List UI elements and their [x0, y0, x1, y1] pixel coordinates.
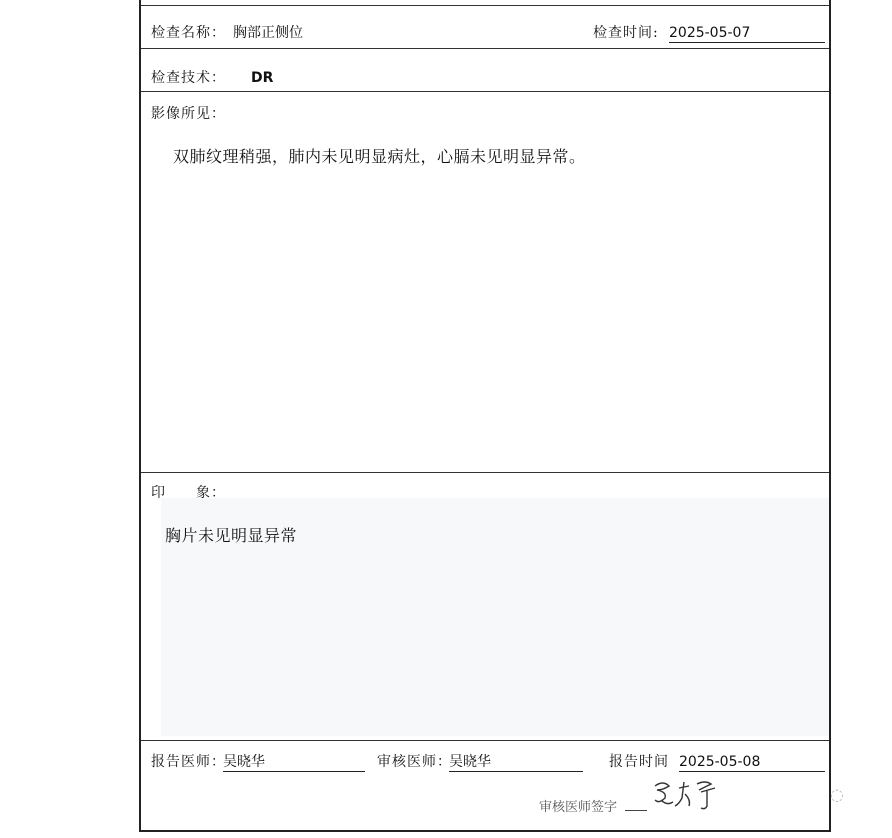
divider-2	[141, 91, 829, 92]
exam-time-label: 检查时间:	[593, 25, 659, 41]
report-time-label: 报告时间	[609, 754, 669, 770]
exam-time-value: 2025-05-07	[669, 24, 825, 43]
exam-name-value: 胸部正侧位	[233, 25, 303, 41]
divider-4	[141, 740, 829, 741]
divider-1	[141, 48, 829, 49]
report-time-value: 2025-05-08	[679, 753, 825, 772]
report-doctor-value: 吴晓华	[223, 753, 365, 772]
edge-artifact: ◌	[830, 785, 844, 804]
exam-technique-value: DR	[251, 70, 274, 86]
signature-line	[625, 796, 647, 811]
review-doctor-label: 审核医师：	[377, 754, 452, 770]
exam-technique-label: 检查技术：	[151, 70, 226, 86]
impression-label: 印 象：	[151, 485, 226, 501]
findings-label: 影像所见：	[151, 106, 226, 122]
report-doctor-label: 报告医师：	[151, 754, 226, 770]
handwritten-signature	[649, 776, 729, 816]
divider-3	[141, 472, 829, 473]
review-doctor-value: 吴晓华	[449, 753, 583, 772]
signature-label: 审核医师签字	[539, 800, 618, 815]
report-form	[139, 0, 831, 832]
impression-text: 胸片未见明显异常	[165, 526, 298, 545]
exam-name-label: 检查名称：	[151, 25, 226, 41]
divider-top	[141, 5, 829, 6]
findings-text: 双肺纹理稍强，肺内未见明显病灶，心膈未见明显异常。	[173, 147, 586, 166]
